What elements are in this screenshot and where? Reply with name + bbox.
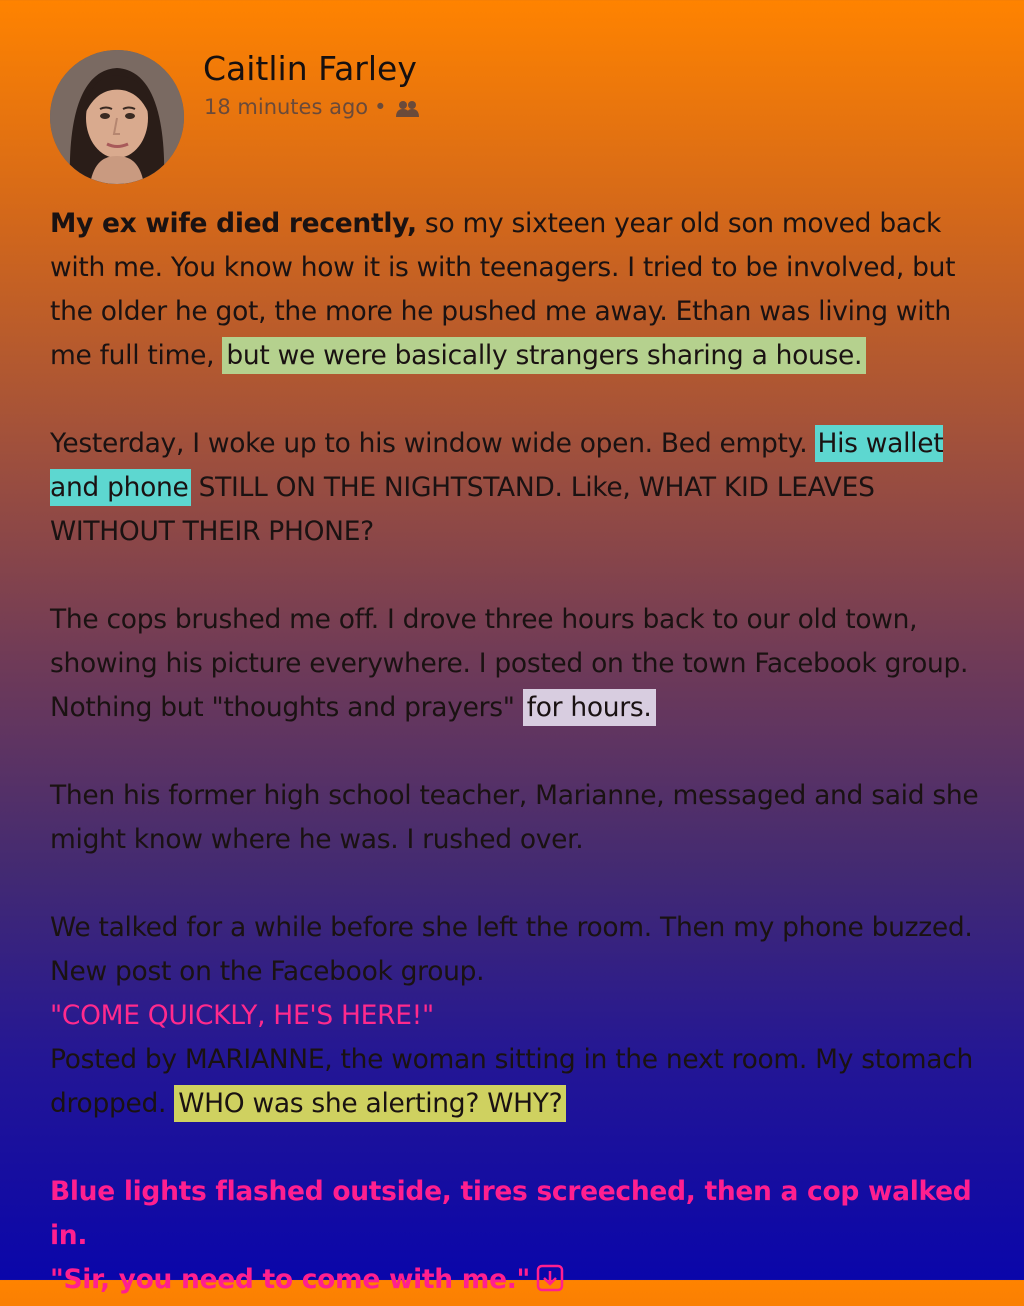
highlight-cyan: His wallet and phone — [50, 425, 943, 506]
down-arrow-box-icon[interactable] — [536, 1262, 564, 1290]
paragraph-2 — [50, 422, 980, 554]
p5-line-3: Posted by MARIANNE, the woman sitting in the next room. My stomach dropped. — [50, 1044, 973, 1119]
highlight-yellow: WHO was she alerting? WHY? — [174, 1085, 566, 1122]
p2-text-rest: STILL ON THE NIGHTSTAND. Like, WHAT KID LEAVES WITHOUT THEIR PHONE? — [50, 472, 875, 547]
avatar[interactable] — [50, 50, 184, 184]
post-body — [50, 202, 980, 1302]
meta-separator: • — [374, 95, 387, 119]
avatar-image — [50, 50, 184, 184]
p6-line-2: "Sir, you need to come with me." — [50, 1264, 531, 1295]
paragraph-4: Then his former high school teacher, Marianne, messaged and said she might know where he was. I rushed over. — [50, 780, 979, 855]
p3-text: The cops brushed me off. I drove three hours back to our old town, showing his picture everywhere. I posted on the town Facebook group. Nothing but "thoughts and prayers" — [50, 604, 969, 723]
highlight-green: but we were basically strangers sharing a house. — [222, 337, 866, 374]
p1-text: so my sixteen year old son moved back with me. You know how it is with teenagers. I tried to be involved, but the older he got, the more he pushed me away. Ethan was living with me full time, — [50, 208, 956, 371]
post-meta — [204, 92, 421, 122]
p6-line-1: Blue lights flashed outside, tires screeched, then a cop walked in. — [50, 1176, 972, 1251]
bold-opening: My ex wife died recently, — [50, 208, 417, 239]
paragraph-1 — [50, 202, 980, 378]
highlight-lavender: for hours. — [523, 689, 656, 726]
paragraph-5 — [50, 906, 980, 1126]
friends-icon[interactable] — [395, 97, 421, 117]
p5-line-1: We talked for a while before she left the room. Then my phone buzzed. New post on the Facebook group. — [50, 912, 973, 987]
pink-quote: "COME QUICKLY, HE'S HERE!" — [50, 1000, 434, 1031]
p2-text-start: Yesterday, I woke up to his window wide open. Bed empty. — [50, 428, 816, 459]
post-timestamp[interactable]: 18 minutes ago — [204, 95, 369, 119]
author-name[interactable]: Caitlin Farley — [203, 49, 417, 88]
paragraph-6 — [50, 1170, 980, 1302]
paragraph-3 — [50, 598, 980, 730]
